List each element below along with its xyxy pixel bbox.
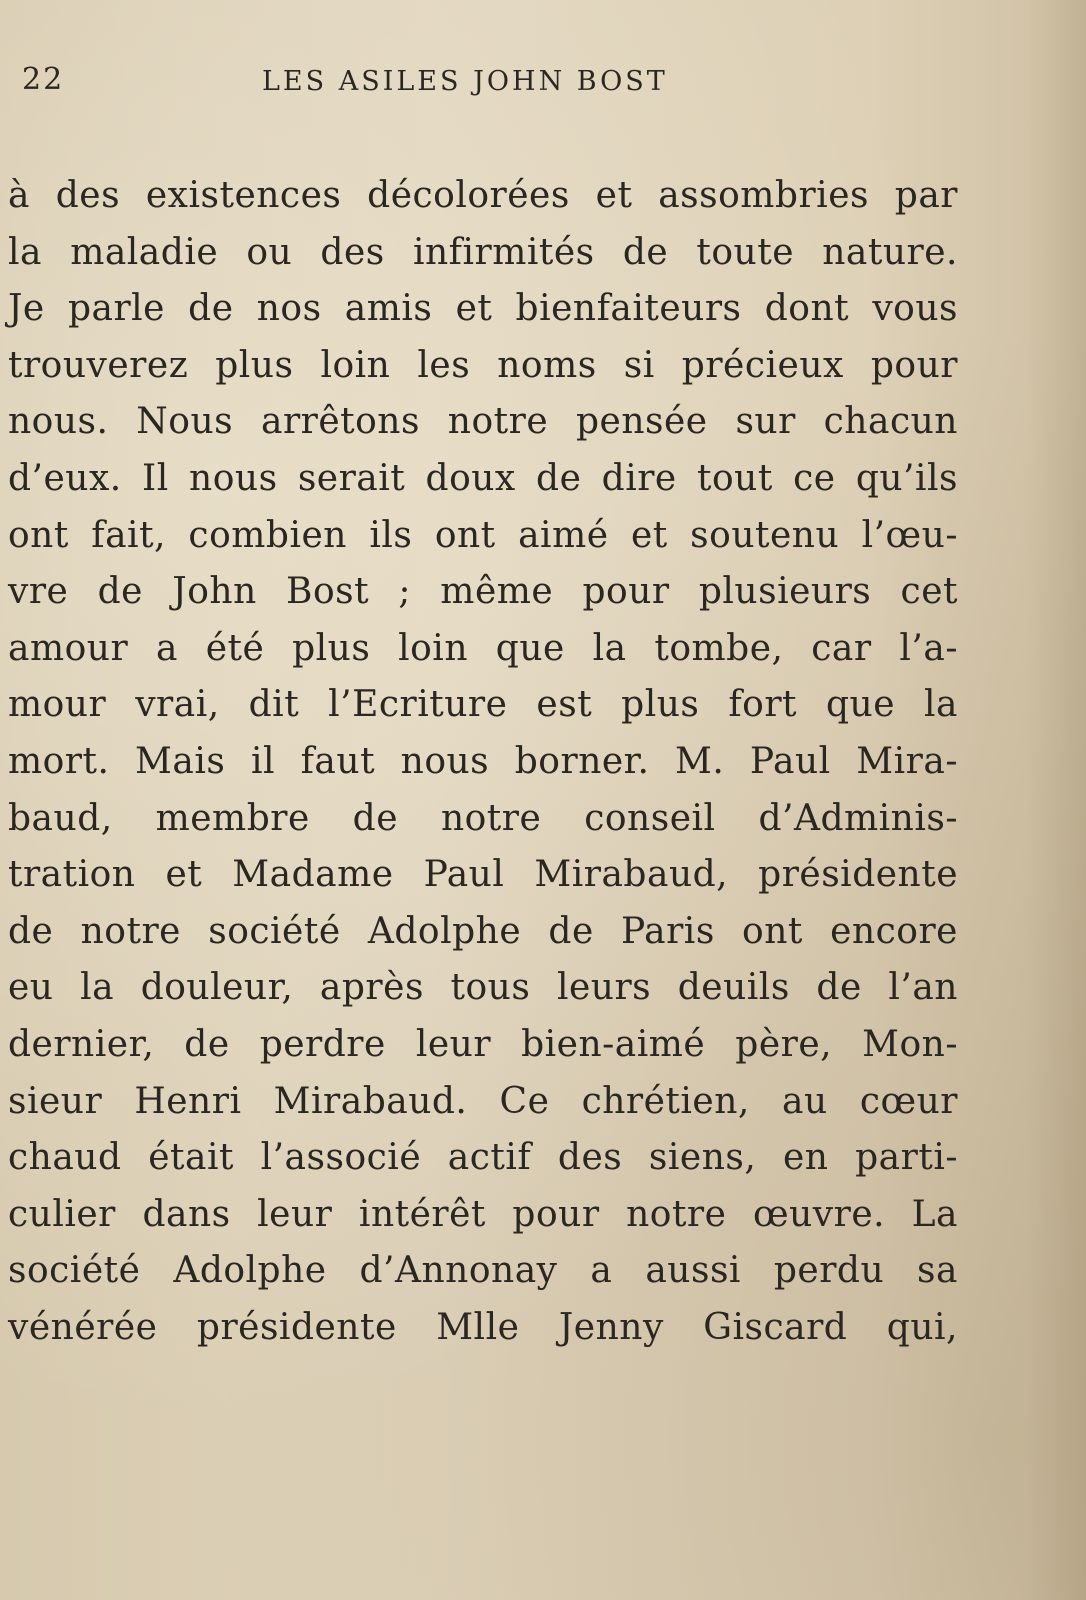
text-line: la maladie ou des infirmités de toute nature.	[8, 231, 958, 273]
text-line: mour vrai, dit l’Ecriture est plus fort que la	[8, 684, 958, 726]
text-line: de notre société Adolphe de Paris ont encore	[8, 910, 958, 952]
text-line: mort. Mais il faut nous borner. M. Paul Mira-	[8, 740, 958, 782]
text-line: ont fait, combien ils ont aimé et soutenu l’œu-	[8, 514, 958, 556]
text-line: chaud était l’associé actif des siens, en parti-	[8, 1137, 958, 1179]
text-line: Je parle de nos amis et bienfaiteurs dont vous	[8, 288, 958, 330]
page-edge-shadow	[1026, 0, 1086, 1600]
page-number: 22	[22, 62, 65, 97]
text-line: baud, membre de notre conseil d’Adminis-	[8, 797, 958, 839]
text-line: eu la douleur, après tous leurs deuils de l’an	[8, 967, 958, 1009]
body-text	[8, 168, 958, 1356]
text-line: vénérée présidente Mlle Jenny Giscard qui,	[8, 1306, 958, 1348]
text-line: trouverez plus loin les noms si précieux pour	[8, 344, 958, 386]
text-line: d’eux. Il nous serait doux de dire tout ce qu’ils	[8, 457, 958, 499]
text-line: tration et Madame Paul Mirabaud, présidente	[8, 854, 958, 896]
text-line: culier dans leur intérêt pour notre œuvre. La	[8, 1193, 958, 1235]
running-title: LES ASILES JOHN BOST	[262, 66, 668, 97]
text-line: sieur Henri Mirabaud. Ce chrétien, au cœur	[8, 1080, 958, 1122]
text-line: dernier, de perdre leur bien-aimé père, Mon-	[8, 1023, 958, 1065]
text-line: société Adolphe d’Annonay a aussi perdu sa	[8, 1250, 958, 1292]
text-line: à des existences décolorées et assombries par	[8, 175, 958, 216]
text-line: amour a été plus loin que la tombe, car l’a-	[8, 627, 958, 669]
text-line: nous. Nous arrêtons notre pensée sur chacun	[8, 401, 958, 443]
page-header	[22, 62, 1022, 112]
text-line: vre de John Bost ; même pour plusieurs cet	[8, 571, 958, 613]
